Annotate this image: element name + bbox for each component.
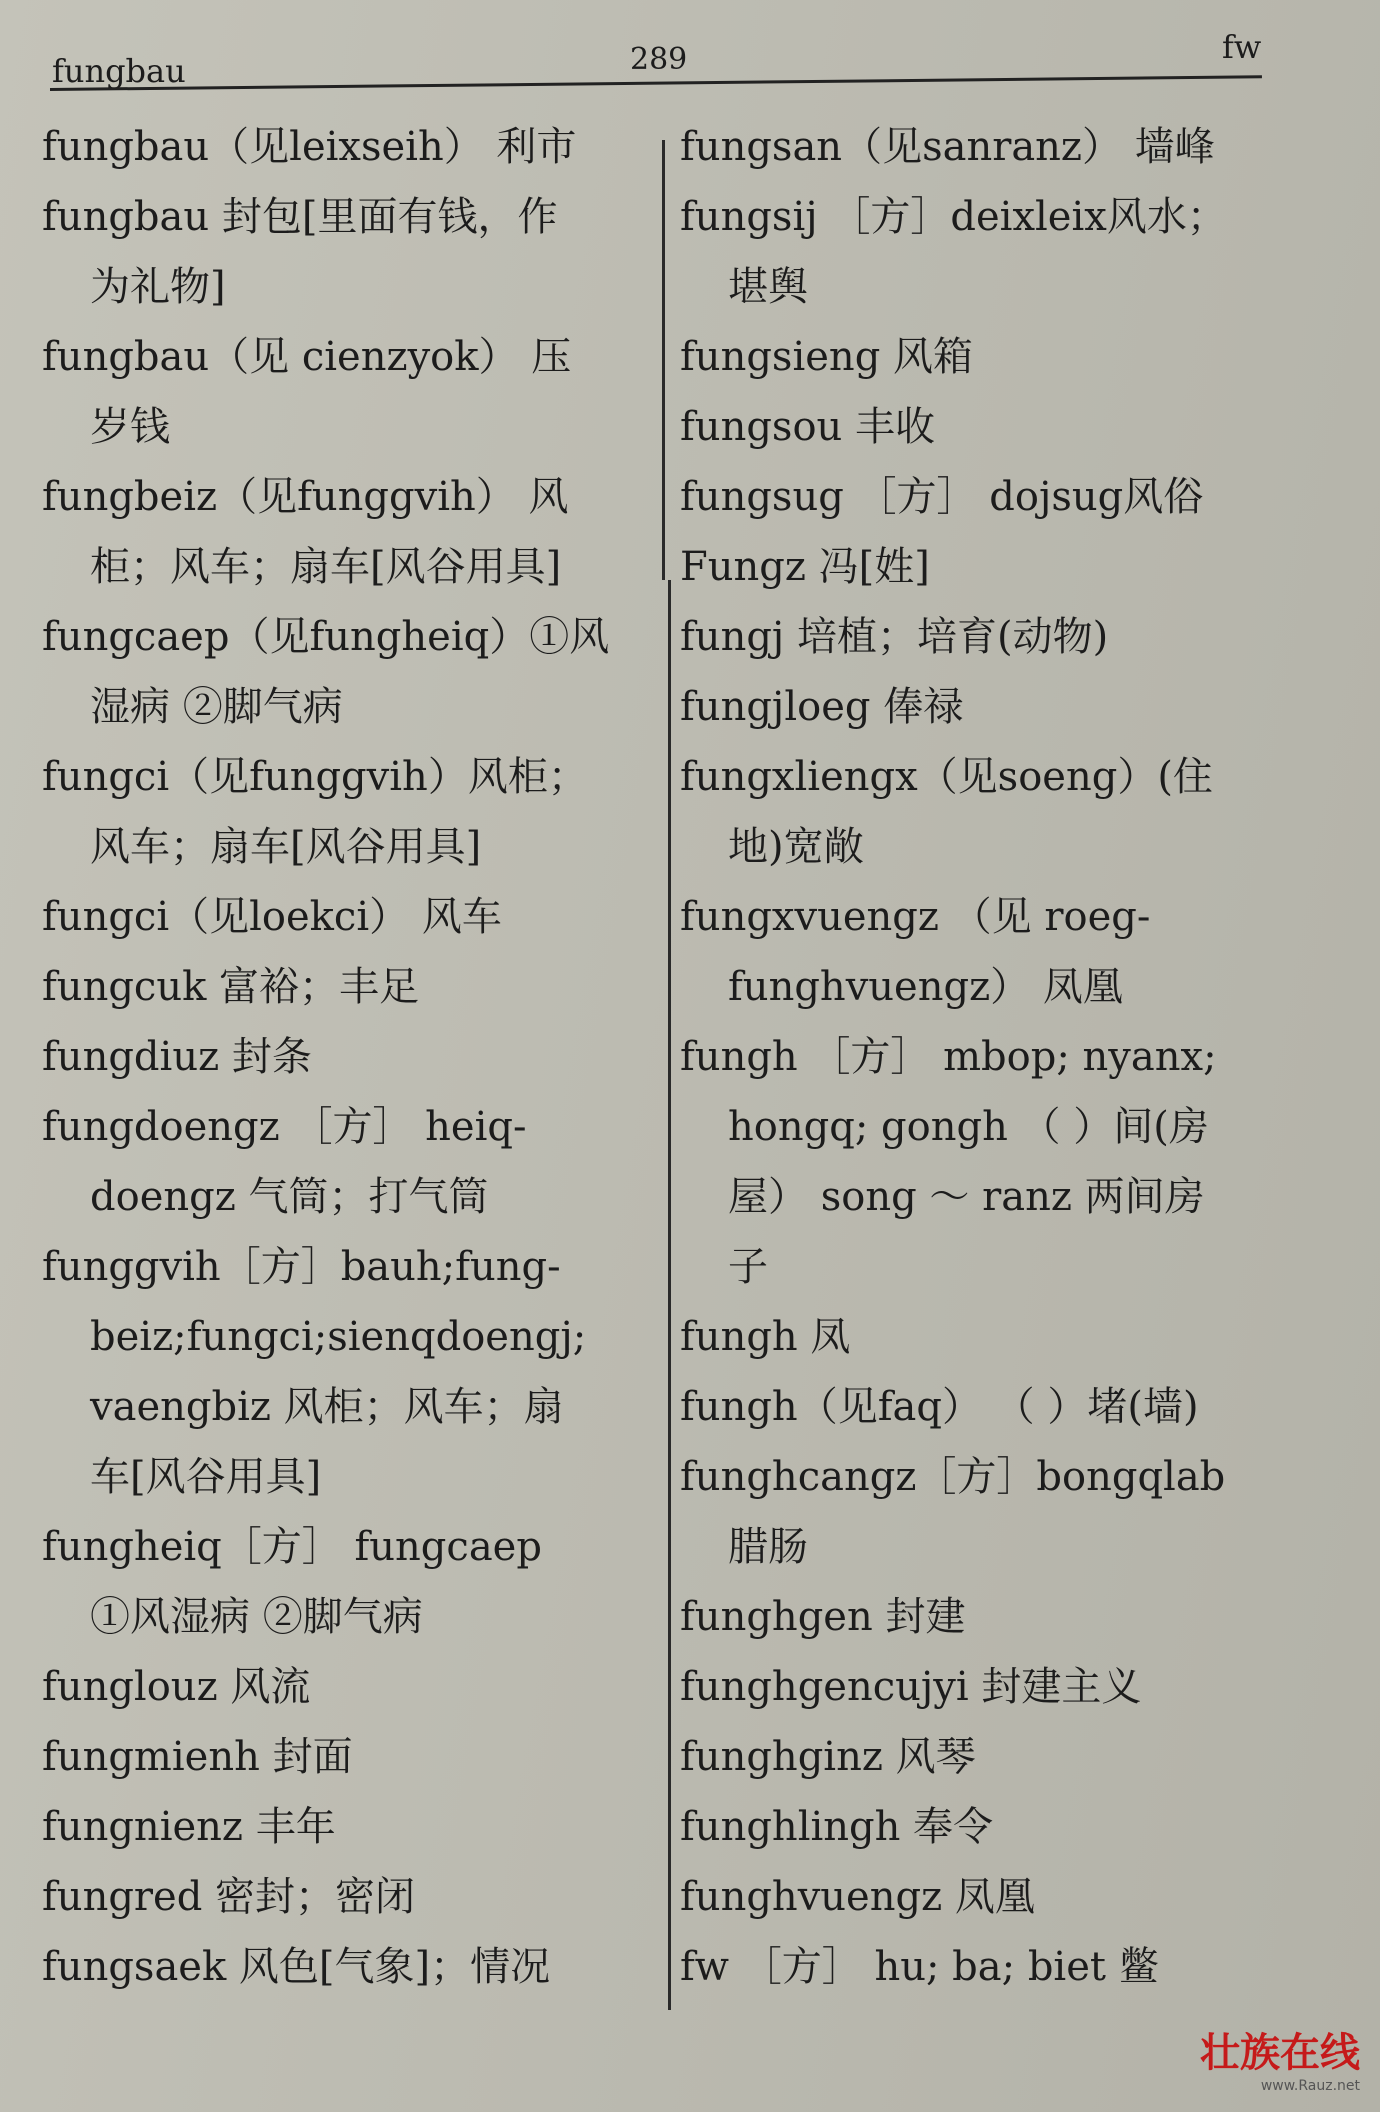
- entry-headword-line: funghcangz［方］bongqlab: [680, 1454, 1226, 1500]
- watermark-logo: [1200, 2021, 1360, 2094]
- entry-headword-line: funghgencujyi 封建主义: [680, 1664, 1142, 1710]
- left-column: [42, 112, 654, 2002]
- entry-headword-line: fungj 培植；培育(动物): [680, 614, 1109, 660]
- entry-headword-line: fungbau 封包[里面有钱，作: [42, 194, 558, 240]
- column-divider-upper: [662, 140, 665, 580]
- entry-continuation-line: 屋） song ～ ranz 两间房: [728, 1174, 1205, 1220]
- entry-headword-line: fungsieng 风箱: [680, 334, 974, 380]
- entry-headword-line: fungbau（见leixseih） 利市: [42, 124, 577, 170]
- entry-headword-line: fungnienz 丰年: [42, 1804, 336, 1850]
- entry-continuation-line: 堪舆: [728, 264, 808, 310]
- entry-continuation-line: 柜；风车；扇车[风谷用具]: [90, 544, 562, 590]
- entry-headword-line: fungsan（见sanranz） 墙峰: [680, 124, 1215, 170]
- running-head-left: fungbau: [52, 52, 186, 90]
- page-number: 289: [630, 42, 688, 77]
- entry-continuation-line: 腊肠: [728, 1524, 808, 1570]
- right-column: [680, 112, 1320, 2002]
- watermark-url: www.Rauz.net: [1260, 2078, 1360, 2094]
- entry-continuation-line: 地)宽敞: [728, 824, 864, 870]
- entry-continuation-line: funghvuengz） 凤凰: [728, 964, 1123, 1010]
- entry-headword-line: fungci（见funggvih）风柜；: [42, 754, 588, 800]
- column-divider-lower: [668, 580, 671, 2010]
- entry-headword-line: fungsij ［方］deixleix风水；: [680, 194, 1227, 240]
- entry-continuation-line: vaengbiz 风柜；风车；扇: [90, 1384, 564, 1430]
- entry-continuation-line: doengz 气筒；打气筒: [90, 1174, 489, 1220]
- entry-headword-line: fungjloeg 俸禄: [680, 684, 964, 730]
- entry-headword-line: fungbeiz（见funggvih） 风: [42, 474, 569, 520]
- entry-headword-line: fungdoengz ［方］ heiq-: [42, 1104, 527, 1150]
- entry-continuation-line: 风车；扇车[风谷用具]: [90, 824, 482, 870]
- entry-headword-line: fungh（见faq） （ ）堵(墙): [680, 1384, 1199, 1430]
- entry-headword-line: fungh ［方］ mbop; nyanx;: [680, 1034, 1217, 1080]
- entry-headword-line: fungcaep（见fungheiq）①风: [42, 614, 610, 660]
- entry-headword-line: fungheiq［方］ fungcaep: [42, 1524, 542, 1570]
- entry-continuation-line: 为礼物]: [90, 264, 226, 310]
- entry-headword-line: fungcuk 富裕；丰足: [42, 964, 420, 1010]
- entry-headword-line: fw ［方］ hu; ba; biet 鳖: [680, 1944, 1159, 1990]
- entry-headword-line: fungh 凤: [680, 1314, 851, 1360]
- entry-continuation-line: beiz;fungci;sienqdoengj;: [90, 1314, 587, 1360]
- entry-headword-line: funghlingh 奉令: [680, 1804, 994, 1850]
- entry-headword-line: fungsou 丰收: [680, 404, 936, 450]
- entry-continuation-line: ①风湿病 ②脚气病: [90, 1594, 423, 1640]
- entry-headword-line: fungci（见loekci） 风车: [42, 894, 502, 940]
- entry-headword-line: funglouz 风流: [42, 1664, 311, 1710]
- running-head-right: fw: [1222, 28, 1262, 66]
- entry-continuation-line: 子: [728, 1244, 768, 1290]
- entry-headword-line: fungred 密封；密闭: [42, 1874, 416, 1920]
- entry-headword-line: fungxliengx（见soeng）(住: [680, 754, 1213, 800]
- watermark-text: 壮族在线: [1200, 2030, 1360, 2076]
- entry-continuation-line: hongq; gongh （ ）间(房: [728, 1104, 1209, 1150]
- entry-headword-line: Fungz 冯[姓]: [680, 544, 930, 590]
- entry-headword-line: fungsaek 风色[气象]；情况: [42, 1944, 551, 1990]
- entry-headword-line: fungmienh 封面: [42, 1734, 353, 1780]
- entry-headword-line: fungsug ［方］ dojsug风俗: [680, 474, 1204, 520]
- entry-headword-line: funghgen 封建: [680, 1594, 966, 1640]
- entry-continuation-line: 岁钱: [90, 404, 170, 450]
- entry-continuation-line: 车[风谷用具]: [90, 1454, 322, 1500]
- entry-headword-line: funghvuengz 凤凰: [680, 1874, 1035, 1920]
- entry-headword-line: fungxvuengz （见 roeg-: [680, 894, 1151, 940]
- entry-headword-line: funghginz 风琴: [680, 1734, 976, 1780]
- entry-headword-line: fungdiuz 封条: [42, 1034, 312, 1080]
- entry-headword-line: fungbau（见 cienzyok） 压: [42, 334, 572, 380]
- entry-continuation-line: 湿病 ②脚气病: [90, 684, 343, 730]
- header-rule: [50, 75, 1262, 91]
- entry-headword-line: funggvih［方］bauh;fung-: [42, 1244, 561, 1290]
